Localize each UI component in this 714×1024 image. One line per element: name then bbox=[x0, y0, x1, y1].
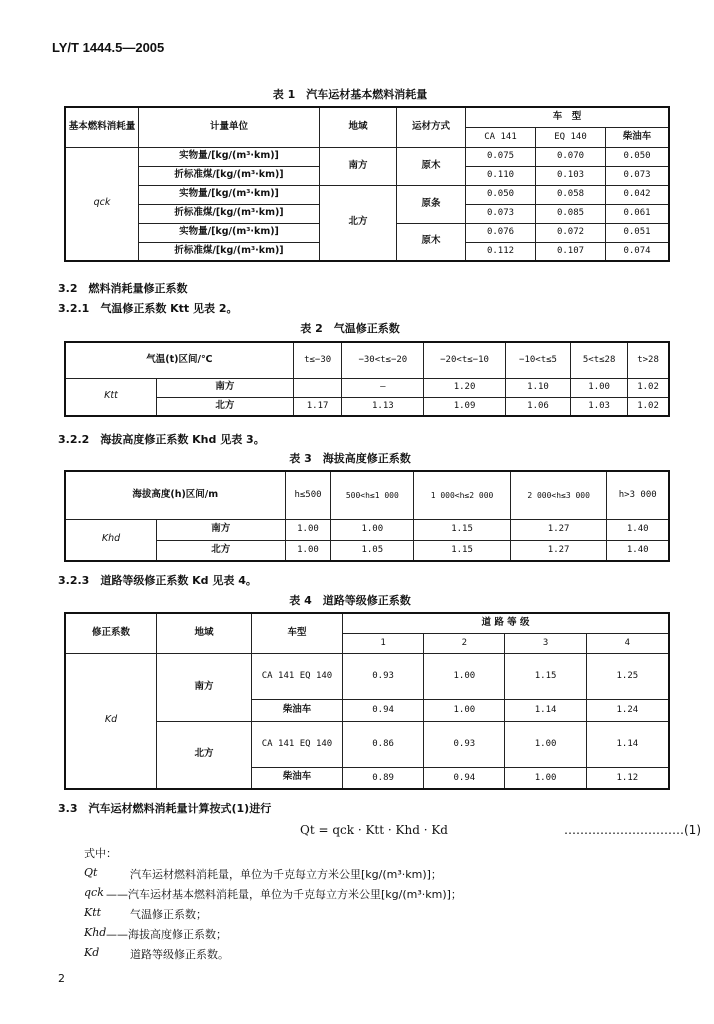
formula-number: …………………………(1) bbox=[564, 823, 701, 837]
t2-cell: 1.00 bbox=[571, 378, 628, 397]
t3-cell: 1.00 bbox=[331, 519, 414, 540]
t1-region-north: 北方 bbox=[320, 185, 397, 261]
t1-header-mode: 运材方式 bbox=[397, 107, 466, 147]
section-3-2-1: 3.2.1 气温修正系数 Ktt 见表 2。 bbox=[58, 302, 238, 315]
t4-region-south: 南方 bbox=[157, 653, 252, 721]
t2-range: 5<t≤28 bbox=[571, 342, 628, 378]
t1-cell: 0.061 bbox=[606, 204, 670, 223]
t1-cell: 0.072 bbox=[536, 223, 606, 242]
t1-cell: 0.075 bbox=[466, 147, 536, 166]
t2-cell: — bbox=[342, 378, 424, 397]
t3-cell: 1.27 bbox=[510, 519, 607, 540]
t4-header-region: 地域 bbox=[157, 613, 252, 653]
t1-vehicle-eq140: EQ 140 bbox=[536, 127, 606, 147]
t1-unit-2: 折标准煤/[kg/(m³·km)] bbox=[139, 166, 320, 185]
t1-header-vehicle: 车 型 bbox=[466, 107, 670, 127]
t2-cell: 1.13 bbox=[342, 397, 424, 416]
t1-cell: 0.051 bbox=[606, 223, 670, 242]
t2-cell: 1.02 bbox=[628, 397, 669, 416]
t4-region-north: 北方 bbox=[157, 721, 252, 789]
t3-range: 500<h≤1 000 bbox=[331, 471, 414, 519]
table2 bbox=[64, 341, 670, 417]
t1-vehicle-diesel: 柴油车 bbox=[606, 127, 670, 147]
t1-mode-1: 原木 bbox=[397, 147, 466, 185]
page-number: 2 bbox=[58, 972, 65, 985]
t1-cell: 0.110 bbox=[466, 166, 536, 185]
section-3-2-2: 3.2.2 海拔高度修正系数 Khd 见表 3。 bbox=[58, 433, 265, 446]
t1-cell: 0.073 bbox=[466, 204, 536, 223]
t2-range: t>28 bbox=[628, 342, 669, 378]
t3-cell: 1.40 bbox=[607, 519, 669, 540]
t4-cell: 1.12 bbox=[586, 767, 669, 789]
t1-cell: 0.076 bbox=[466, 223, 536, 242]
t1-unit-4: 折标准煤/[kg/(m³·km)] bbox=[139, 204, 320, 223]
t2-range: −30<t≤−20 bbox=[342, 342, 424, 378]
t2-cell bbox=[293, 378, 342, 397]
t2-cell: 1.20 bbox=[424, 378, 506, 397]
t1-cell: 0.050 bbox=[466, 185, 536, 204]
t3-cell: 1.27 bbox=[510, 540, 607, 561]
t1-unit-1: 实物量/[kg/(m³·km)] bbox=[139, 147, 320, 166]
t2-range: −20<t≤−10 bbox=[424, 342, 506, 378]
t2-cell: 1.10 bbox=[505, 378, 570, 397]
t1-cell: 0.042 bbox=[606, 185, 670, 204]
table3-caption: 表 3 海拔高度修正系数 bbox=[289, 452, 411, 465]
t3-cell: 1.00 bbox=[285, 519, 331, 540]
t4-cell: 1.14 bbox=[586, 721, 669, 767]
formula: Qt = qck · Ktt · Khd · Kd bbox=[300, 823, 448, 837]
where-label: 式中： bbox=[84, 847, 117, 860]
def-symbol: Kd bbox=[84, 946, 100, 959]
t1-cell: 0.107 bbox=[536, 242, 606, 261]
t4-cell: 1.14 bbox=[505, 699, 586, 721]
t4-header-grade: 道 路 等 级 bbox=[343, 613, 670, 633]
t1-cell: 0.058 bbox=[536, 185, 606, 204]
t4-grade: 3 bbox=[505, 633, 586, 653]
t4-cell: 1.00 bbox=[424, 699, 505, 721]
def-text: 气温修正系数； bbox=[130, 908, 207, 921]
t4-cell: 1.00 bbox=[505, 767, 586, 789]
t2-cell: 1.03 bbox=[571, 397, 628, 416]
t1-header-base: 基本燃料消耗量 bbox=[65, 107, 139, 147]
t1-cell: 0.085 bbox=[536, 204, 606, 223]
t1-cell: 0.103 bbox=[536, 166, 606, 185]
t4-cell: 0.94 bbox=[343, 699, 424, 721]
t1-cell: 0.074 bbox=[606, 242, 670, 261]
def-symbol: Khd bbox=[84, 926, 107, 939]
t4-cell: 0.93 bbox=[343, 653, 424, 699]
standard-number: LY/T 1444.5—2005 bbox=[52, 40, 165, 55]
t4-vehicle-group: CA 141 EQ 140 bbox=[252, 721, 343, 767]
def-symbol: qck bbox=[84, 886, 104, 899]
t4-grade: 4 bbox=[586, 633, 669, 653]
t2-region-north: 北方 bbox=[157, 397, 294, 416]
def-text: ——汽车运材基本燃料消耗量，单位为千克每立方米公里[kg/(m³·km)]； bbox=[106, 888, 462, 901]
t1-unit-5: 实物量/[kg/(m³·km)] bbox=[139, 223, 320, 242]
t1-header-region: 地域 bbox=[320, 107, 397, 147]
section-3-2: 3.2 燃料消耗量修正系数 bbox=[58, 282, 188, 295]
t2-cell: 1.06 bbox=[505, 397, 570, 416]
t3-header-range: 海拔高度(h)区间/m bbox=[65, 471, 285, 519]
t4-cell: 1.24 bbox=[586, 699, 669, 721]
t3-cell: 1.05 bbox=[331, 540, 414, 561]
def-text: 汽车运材燃料消耗量，单位为千克每立方米公里[kg/(m³·km)]； bbox=[130, 868, 442, 881]
table1 bbox=[64, 106, 670, 262]
t4-cell: 1.25 bbox=[586, 653, 669, 699]
t1-unit-3: 实物量/[kg/(m³·km)] bbox=[139, 185, 320, 204]
t4-symbol: Kd bbox=[65, 653, 157, 789]
t1-symbol: qck bbox=[65, 147, 139, 261]
t1-cell: 0.070 bbox=[536, 147, 606, 166]
section-3-2-3: 3.2.3 道路等级修正系数 Kd 见表 4。 bbox=[58, 574, 257, 587]
t1-cell: 0.050 bbox=[606, 147, 670, 166]
t1-vehicle-ca141: CA 141 bbox=[466, 127, 536, 147]
t2-cell: 1.02 bbox=[628, 378, 669, 397]
t1-header-unit: 计量单位 bbox=[139, 107, 320, 147]
t3-cell: 1.15 bbox=[414, 519, 511, 540]
t4-header-coef: 修正系数 bbox=[65, 613, 157, 653]
t4-cell: 0.93 bbox=[424, 721, 505, 767]
def-text: ——海拔高度修正系数； bbox=[106, 928, 227, 941]
t2-cell: 1.17 bbox=[293, 397, 342, 416]
t4-header-vehicle: 车型 bbox=[252, 613, 343, 653]
table4 bbox=[64, 612, 670, 790]
t1-unit-6: 折标准煤/[kg/(m³·km)] bbox=[139, 242, 320, 261]
t1-mode-2: 原条 bbox=[397, 185, 466, 223]
t2-symbol: Ktt bbox=[65, 378, 157, 416]
t3-cell: 1.40 bbox=[607, 540, 669, 561]
def-symbol: Ktt bbox=[84, 906, 102, 919]
t3-region-south: 南方 bbox=[157, 519, 286, 540]
t3-range: h≤500 bbox=[285, 471, 331, 519]
t4-vehicle-diesel: 柴油车 bbox=[252, 699, 343, 721]
t3-range: h>3 000 bbox=[607, 471, 669, 519]
t4-vehicle-group: CA 141 EQ 140 bbox=[252, 653, 343, 699]
t4-cell: 0.89 bbox=[343, 767, 424, 789]
t4-cell: 1.15 bbox=[505, 653, 586, 699]
t2-range: t≤−30 bbox=[293, 342, 342, 378]
t1-cell: 0.112 bbox=[466, 242, 536, 261]
t4-cell: 0.94 bbox=[424, 767, 505, 789]
t4-cell: 0.86 bbox=[343, 721, 424, 767]
t1-mode-3: 原木 bbox=[397, 223, 466, 261]
t1-region-south: 南方 bbox=[320, 147, 397, 185]
def-text: 道路等级修正系数。 bbox=[130, 948, 229, 961]
t4-cell: 1.00 bbox=[424, 653, 505, 699]
table2-caption: 表 2 气温修正系数 bbox=[300, 322, 400, 335]
t2-range: −10<t≤5 bbox=[505, 342, 570, 378]
t3-region-north: 北方 bbox=[157, 540, 286, 561]
t3-cell: 1.15 bbox=[414, 540, 511, 561]
t3-range: 1 000<h≤2 000 bbox=[414, 471, 511, 519]
t3-cell: 1.00 bbox=[285, 540, 331, 561]
t4-cell: 1.00 bbox=[505, 721, 586, 767]
t4-vehicle-diesel: 柴油车 bbox=[252, 767, 343, 789]
t4-grade: 2 bbox=[424, 633, 505, 653]
def-symbol: Qt bbox=[84, 866, 98, 879]
t3-symbol: Khd bbox=[65, 519, 157, 561]
table4-caption: 表 4 道路等级修正系数 bbox=[289, 594, 411, 607]
t4-grade: 1 bbox=[343, 633, 424, 653]
t2-cell: 1.09 bbox=[424, 397, 506, 416]
t2-header-range: 气温(t)区间/℃ bbox=[65, 342, 293, 378]
t1-cell: 0.073 bbox=[606, 166, 670, 185]
table3 bbox=[64, 470, 670, 562]
t3-range: 2 000<h≤3 000 bbox=[510, 471, 607, 519]
t2-region-south: 南方 bbox=[157, 378, 294, 397]
section-3-3: 3.3 汽车运材燃料消耗量计算按式(1)进行 bbox=[58, 802, 272, 815]
table1-caption: 表 1 汽车运材基本燃料消耗量 bbox=[272, 88, 428, 101]
